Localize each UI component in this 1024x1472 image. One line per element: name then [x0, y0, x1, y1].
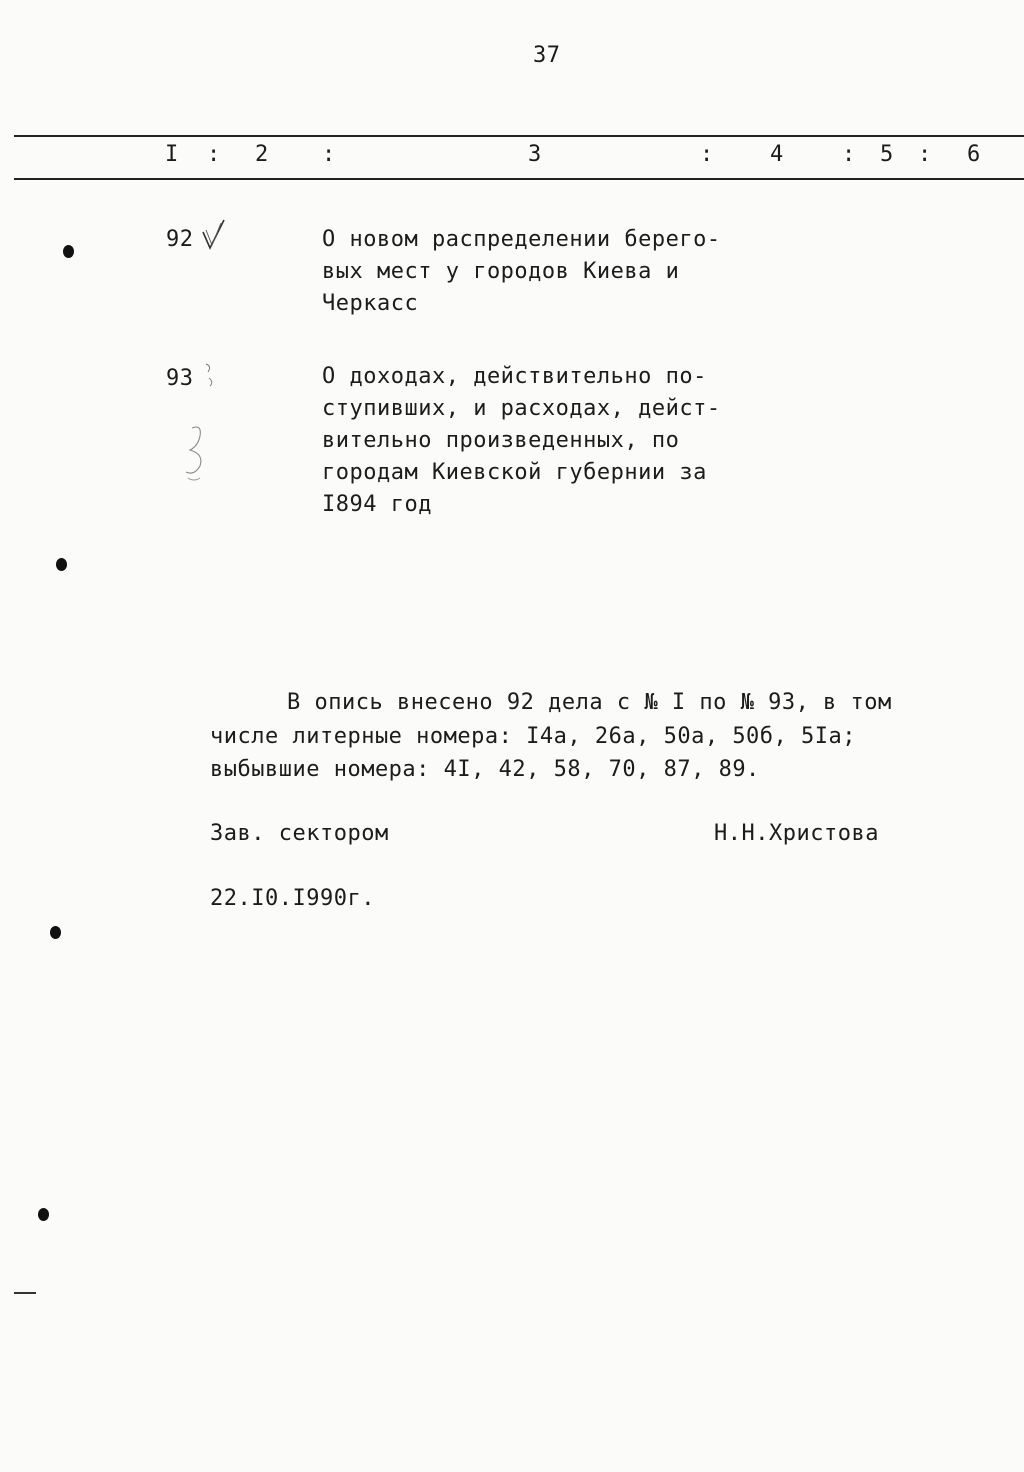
- column-separator: :: [842, 142, 856, 167]
- entry-title-line: вительно произведенных, по: [322, 428, 680, 453]
- entry-title-line: ступивших, и расходах, дейст-: [322, 396, 721, 421]
- column-3-label: 3: [528, 142, 542, 167]
- entry-title-line: городам Киевской губернии за: [322, 460, 707, 485]
- summary-line: выбывшие номера: 4I, 42, 58, 70, 87, 89.: [210, 757, 760, 782]
- column-separator: :: [207, 142, 221, 167]
- binding-hole: [38, 1208, 49, 1221]
- entry-title-line: О доходах, действительно по-: [322, 364, 707, 389]
- summary-line: числе литерные номера: I4а, 26а, 50а, 50б, 5Iа;: [210, 724, 857, 749]
- column-1-label: I: [165, 142, 179, 167]
- binding-hole: [56, 558, 67, 571]
- checkmark-icon: [200, 218, 228, 252]
- column-5-label: 5: [880, 142, 894, 167]
- column-4-label: 4: [770, 142, 784, 167]
- signature-position: Зав. сектором: [210, 821, 389, 846]
- pencil-mark-icon: [200, 360, 220, 390]
- column-separator: :: [918, 142, 932, 167]
- column-separator: :: [700, 142, 714, 167]
- entry-number: 92: [166, 227, 194, 252]
- pencil-numeral-icon: [180, 420, 216, 490]
- entry-title-line: Черкасс: [322, 291, 419, 316]
- document-date: 22.I0.I990г.: [210, 886, 375, 911]
- entry-title-line: I894 год: [322, 492, 432, 517]
- margin-mark: [14, 1292, 36, 1294]
- header-bottom-rule: [14, 178, 1024, 180]
- entry-title-line: О новом распределении берего-: [322, 227, 721, 252]
- entry-title-line: вых мест у городов Киева и: [322, 259, 680, 284]
- entry-number: 93: [166, 366, 194, 391]
- column-2-label: 2: [255, 142, 269, 167]
- column-6-label: 6: [967, 142, 981, 167]
- page-number: 37: [533, 43, 561, 68]
- signature-name: Н.Н.Христова: [714, 821, 879, 846]
- column-separator: :: [322, 142, 336, 167]
- summary-line: В опись внесено 92 дела с № I по № 93, в том: [287, 690, 892, 715]
- binding-hole: [50, 926, 61, 939]
- header-top-rule: [14, 135, 1024, 137]
- binding-hole: [63, 245, 74, 258]
